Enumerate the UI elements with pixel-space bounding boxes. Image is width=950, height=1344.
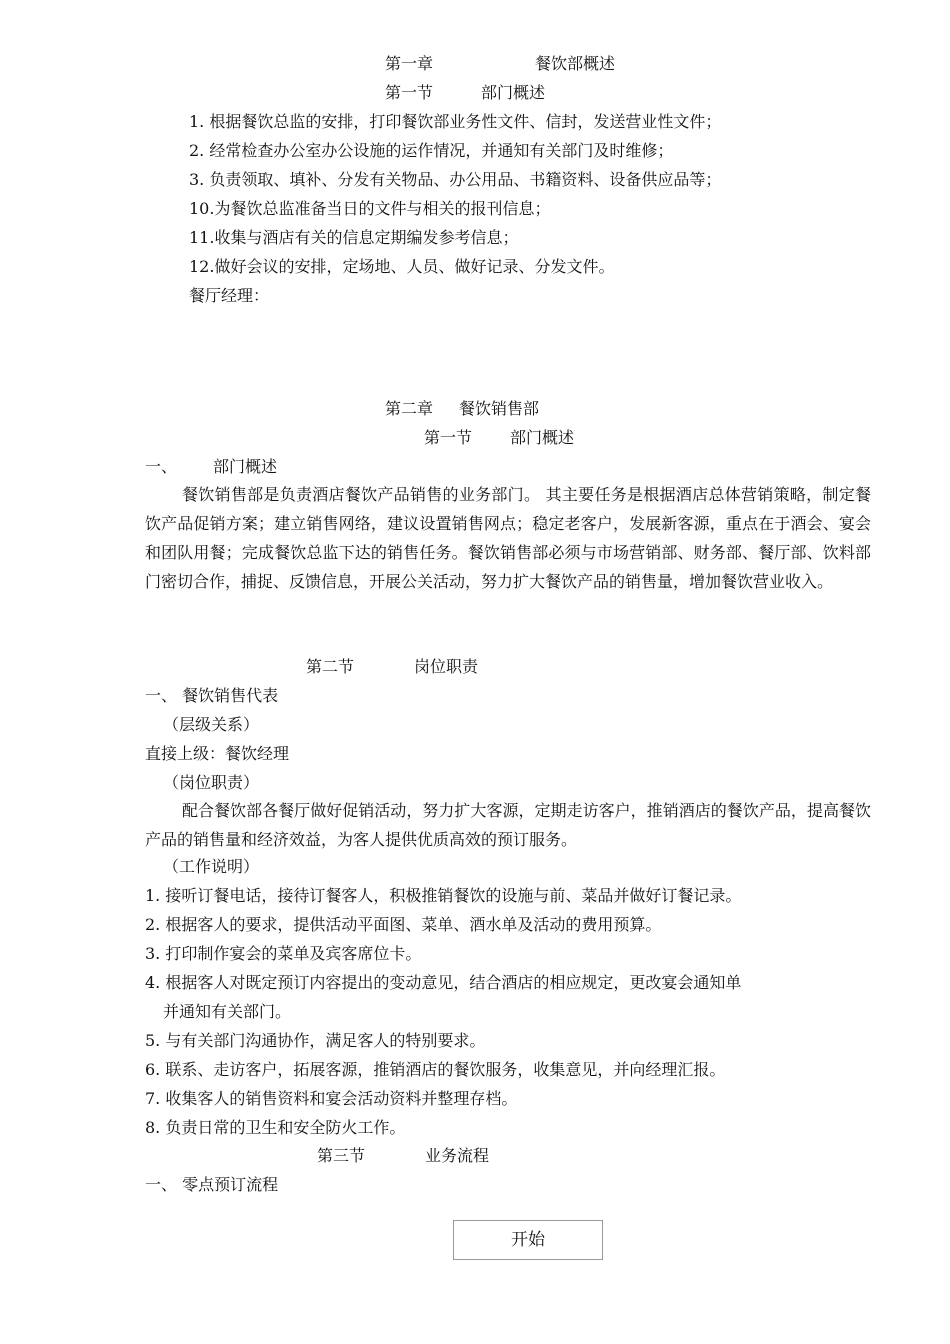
manager-label: 餐厅经理： (189, 286, 270, 305)
chapter1-name: 餐饮部概述 (535, 54, 616, 73)
list-item: 12.做好会议的安排，定场地、人员、做好记录、分发文件。 (189, 257, 615, 276)
list-item: 10.为餐饮总监准备当日的文件与相关的报刊信息； (189, 199, 551, 218)
chapter2-section2-number: 第二节 (306, 657, 355, 676)
chapter2-section1-number: 第一节 (424, 428, 473, 447)
list-item: 1. 根据餐饮总监的安排，打印餐饮部业务性文件、信封，发送营业性文件； (189, 112, 722, 131)
chapter2-section2-title (306, 657, 478, 677)
work-item: 3. 打印制作宴会的菜单及宾客席位卡。 (145, 944, 422, 963)
flow-heading: 一、 零点预订流程 (145, 1175, 279, 1194)
overview-heading-text: 部门概述 (213, 457, 278, 476)
superior-line: 直接上级：餐饮经理 (145, 744, 290, 763)
chapter2-section3-number: 第三节 (317, 1146, 366, 1165)
chapter2-section1-title (424, 428, 574, 448)
chapter2-title (385, 399, 539, 419)
list-item: 11.收集与酒店有关的信息定期编发参考信息； (189, 228, 519, 247)
chapter2-section3-title (317, 1146, 489, 1166)
work-item: 2. 根据客人的要求，提供活动平面图、菜单、酒水单及活动的费用预算。 (145, 915, 662, 934)
work-item: 7. 收集客人的销售资料和宴会活动资料并整理存档。 (145, 1089, 518, 1108)
overview-heading (145, 457, 277, 477)
list-item: 2. 经常检查办公室办公设施的运作情况，并通知有关部门及时维修； (189, 141, 674, 160)
flowchart-start-label: 开始 (511, 1230, 545, 1250)
duty-paragraph: 配合餐饮部各餐厅做好促销活动，努力扩大客源，定期走访客户，推销酒店的餐饮产品，提高餐饮产品的销售量和经济效益，为客人提供优质高效的预订服务。 (145, 801, 871, 849)
chapter1-number: 第一章 (385, 54, 434, 73)
work-item: 6. 联系、走访客户，拓展客源，推销酒店的餐饮服务，收集意见，并向经理汇报。 (145, 1060, 726, 1079)
work-label: （工作说明） (163, 857, 260, 876)
chapter2-section3-name: 业务流程 (425, 1146, 490, 1165)
overview-heading-number: 一、 (145, 457, 178, 476)
chapter1-section-name: 部门概述 (481, 83, 546, 102)
work-item: 4. 根据客人对既定预订内容提出的变动意见，结合酒店的相应规定，更改宴会通知单 (145, 973, 742, 992)
duty-label: （岗位职责） (163, 773, 260, 792)
flowchart-start-box (453, 1220, 603, 1260)
chapter1-title (385, 54, 615, 74)
work-item: 8. 负责日常的卫生和安全防火工作。 (145, 1118, 406, 1137)
work-item: 1. 接听订餐电话，接待订餐客人，积极推销餐饮的设施与前、菜品并做好订餐记录。 (145, 886, 742, 905)
chapter2-name: 餐饮销售部 (459, 399, 540, 418)
list-item: 3. 负责领取、填补、分发有关物品、办公用品、书籍资料、设备供应品等； (189, 170, 722, 189)
work-item: 5. 与有关部门沟通协作，满足客人的特别要求。 (145, 1031, 486, 1050)
chapter1-section-title (385, 83, 545, 103)
chapter2-section2-name: 岗位职责 (414, 657, 479, 676)
chapter1-section-number: 第一节 (385, 83, 434, 102)
overview-paragraph: 餐饮销售部是负责酒店餐饮产品销售的业务部门。 其主要任务是根据酒店总体营销策略，制定餐饮产品促销方案；建立销售网络，建议设置销售网点；稳定老客户，发展新客源，重点在于酒会、宴会和团队用餐；完成餐饮总监下达的销售任务。餐饮销售部必须与市场营销部、财务部、餐厅部、饮料部门密切合作，捕捉、反馈信息，开展公关活动，努力扩大餐饮产品的销售量，增加餐饮营业收入。 (145, 485, 871, 591)
work-item-continuation: 并通知有关部门。 (163, 1002, 292, 1021)
chapter2-section1-name: 部门概述 (510, 428, 575, 447)
chapter2-number: 第二章 (385, 399, 434, 418)
role-heading: 一、 餐饮销售代表 (145, 686, 279, 705)
hierarchy-label: （层级关系） (163, 715, 260, 734)
